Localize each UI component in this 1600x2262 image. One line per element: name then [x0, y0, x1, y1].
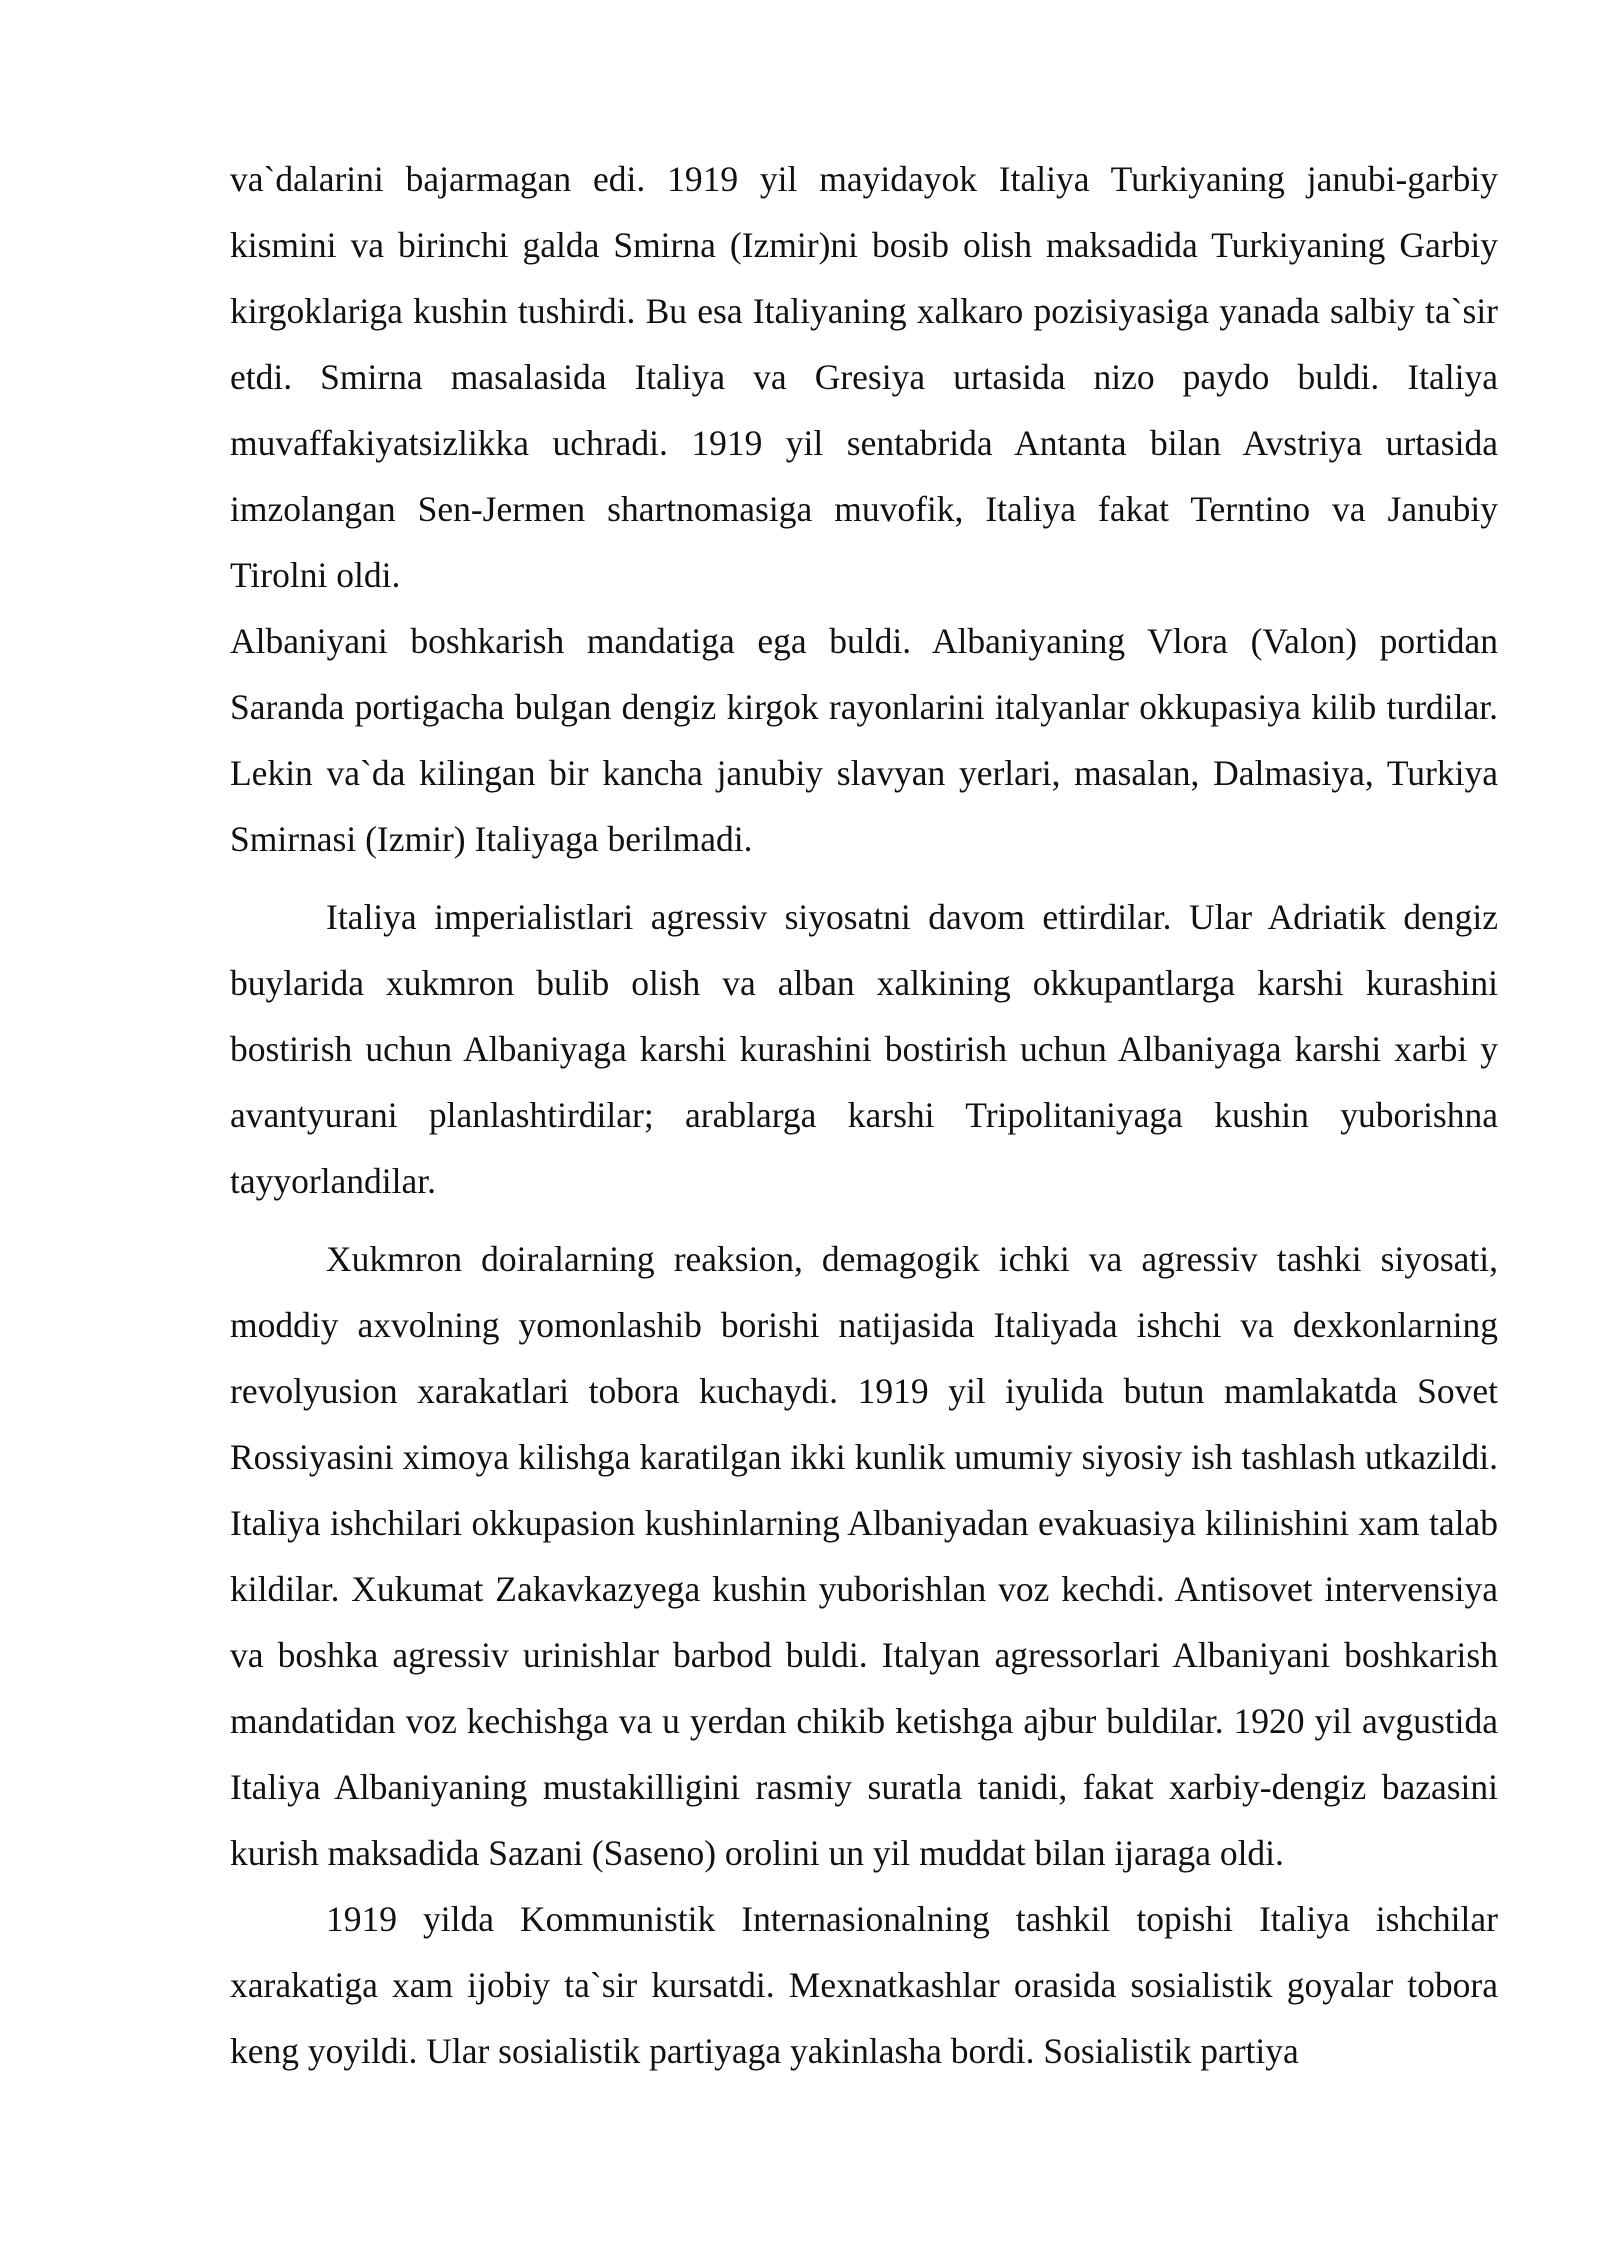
paragraph-4: Xukmron doiralarning reaksion, demagogik ichki va agressiv tashki siyosati, moddiy axvolning yomonlashib borishi natijasida Italiyada ishchi va dexkonlarning revolyusion xarakatlari tobora kuchaydi. 1919 yil iyulida butun mamlakatda Sovet Rossiyasini ximoya kilishga karatilgan ikki kunlik umumiy siyosiy ish tashlash utkazildi. Italiya ishchilari okkupasion kushinlarning Albaniyadan evakuasiya kilinishini xam talab kildilar. Xukumat Zakavkazyega kushin yuborishlan voz kechdi. Antisovet intervensiya va boshka agressiv urinishlar barbod buldi. Italyan agressorlari Albaniyani boshkarish mandatidan voz kechishga va u yerdan chikib ketishga ajbur buldilar. 1920 yil avgustida Italiya Albaniyaning mustakilligini rasmiy suratla tanidi, fakat xarbiy-dengiz bazasini kurish maksadida Sazani (Saseno) orolini un yil muddat bilan ijaraga oldi.: [230, 1239, 1498, 1873]
document-page: [230, 146, 1498, 2084]
paragraph-5: 1919 yilda Kommunistik Internasionalning tashkil topishi Italiya ishchilar xarakatiga xam ijobiy ta`sir kursatdi. Mexnatkashlar orasida sosialistik goyalar tobora keng yoyildi. Ular sosialistik partiyaga yakinlasha bordi. Sosialistik partiya: [230, 1899, 1498, 2071]
paragraph-2: Albaniyani boshkarish mandatiga ega buldi. Albaniyaning Vlora (Valon) portidan Saranda portigacha bulgan dengiz kirgok rayonlarini italyanlar okkupasiya kilib turdilar. Lekin va`da kilingan bir kancha janubiy slavyan yerlari, masalan, Dalmasiya, Turkiya Smirnasi (Izmir) Italiyaga berilmadi.: [230, 621, 1498, 859]
paragraph-1: va`dalarini bajarmagan edi. 1919 yil mayidayok Italiya Turkiyaning janubi-garbiy kismini va birinchi galda Smirna (Izmir)ni bosib olish maksadida Turkiyaning Garbiy kirgoklariga kushin tushirdi. Bu esa Italiyaning xalkaro pozisiyasiga yanada salbiy ta`sir etdi. Smirna masalasida Italiya va Gresiya urtasida nizo paydo buldi. Italiya muvaffakiyatsizlikka uchradi. 1919 yil sentabrida Antanta bilan Avstriya urtasida imzolangan Sen-Jermen shartnomasiga muvofik, Italiya fakat Terntino va Janubiy Tirolni oldi.: [230, 159, 1498, 595]
paragraph-3: Italiya imperialistlari agressiv siyosatni davom ettirdilar. Ular Adriatik dengiz buylarida xukmron bulib olish va alban xalkining okkupantlarga karshi kurashini bostirish uchun Albaniyaga karshi kurashini bostirish uchun Albaniyaga karshi xarbi y avantyurani planlashtirdilar; arablarga karshi Tripolitaniyaga kushin yuborishna tayyorlandilar.: [230, 897, 1498, 1201]
